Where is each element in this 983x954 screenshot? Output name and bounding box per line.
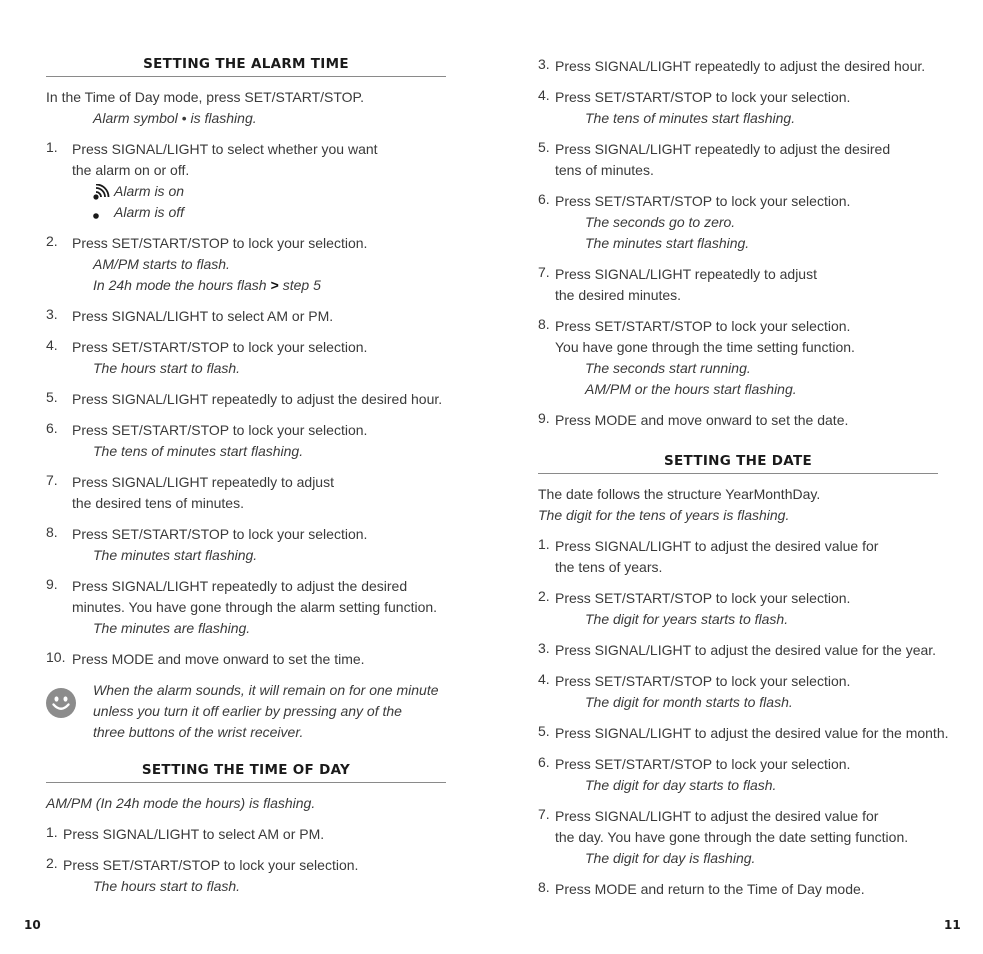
alarm-signal-icon [93, 184, 111, 200]
list-item [538, 536, 938, 578]
list-item [46, 139, 446, 223]
step-body [555, 879, 938, 900]
step-body [72, 306, 446, 327]
step-number: 5. [538, 139, 550, 155]
step-body [72, 337, 446, 379]
list-item [46, 649, 446, 670]
step-text: Press SIGNAL/LIGHT to adjust the desired value for the month. [555, 725, 949, 741]
step-text: Press SET/START/STOP to lock your selection. [555, 318, 851, 334]
note-block [46, 680, 446, 743]
step-note: AM/PM or the hours start flashing. [585, 381, 797, 397]
step-body [72, 389, 446, 410]
step-body [555, 723, 949, 744]
step-number: 9. [46, 576, 58, 592]
alarm-on-legend [72, 181, 446, 202]
step-number: 4. [46, 337, 58, 353]
step-note: The minutes start flashing. [93, 547, 258, 563]
step-text: You have gone through the time setting function. [555, 339, 855, 355]
note-line: unless you turn it off earlier by pressing any of the [93, 703, 402, 719]
step-text: the tens of years. [555, 559, 663, 575]
step-text: tens of minutes. [555, 162, 654, 178]
step-note: The digit for day starts to flash. [585, 777, 777, 793]
step-note: The tens of minutes start flashing. [93, 443, 304, 459]
step-text: the day. You have gone through the date setting function. [555, 829, 909, 845]
timeofday-intro: AM/PM (In 24h mode the hours) is flashing. [46, 795, 316, 811]
right-page [538, 56, 949, 900]
step-body [555, 139, 938, 181]
step-note: AM/PM starts to flash. [93, 256, 230, 272]
list-item [538, 87, 938, 129]
step-text: Press SET/START/STOP to lock your selection. [555, 590, 851, 606]
list-item [46, 420, 446, 462]
step-text: Press SIGNAL/LIGHT repeatedly to adjust the desired hour. [72, 391, 443, 407]
step-note: The hours start to flash. [93, 360, 241, 376]
list-item [538, 56, 938, 77]
step-text: Press SIGNAL/LIGHT to adjust the desired value for [555, 538, 879, 554]
list-item [538, 139, 938, 181]
step-number: 5. [46, 389, 58, 405]
list-item [538, 806, 938, 869]
list-item [538, 264, 938, 306]
step-text: Press SIGNAL/LIGHT to adjust the desired value for [555, 808, 879, 824]
step-text: Press SIGNAL/LIGHT repeatedly to adjust the desired [72, 578, 408, 594]
list-item [538, 723, 949, 744]
list-item [46, 337, 446, 379]
alarm-off-legend [72, 202, 446, 223]
step-number: 9. [538, 410, 550, 426]
step-note: The digit for month starts to flash. [585, 694, 793, 710]
step-body [555, 264, 938, 306]
step-number: 6. [46, 420, 58, 436]
time-steps [538, 56, 938, 431]
alarm-intro: In the Time of Day mode, press SET/START/STOP. [46, 89, 364, 105]
step-text: Press SET/START/STOP to lock your selection. [555, 89, 851, 105]
timeofday-steps [46, 824, 446, 897]
step-text: Press SIGNAL/LIGHT to select AM or PM. [72, 308, 334, 324]
step-text: Press SET/START/STOP to lock your selection. [72, 235, 368, 251]
step-number: 3. [538, 640, 550, 656]
step-body [72, 649, 446, 670]
list-item [46, 576, 446, 639]
date-intro: The date follows the structure YearMonthDay. [538, 486, 821, 502]
step-number: 7. [538, 264, 550, 280]
step-body [555, 640, 938, 661]
list-item [46, 855, 446, 897]
note-text [46, 680, 446, 743]
step-number: 8. [538, 879, 550, 895]
step-note: The seconds go to zero. [585, 214, 736, 230]
step-number: 2. [46, 855, 58, 871]
date-heading: SETTING THE DATE [538, 453, 938, 474]
list-item [538, 191, 938, 254]
step-number: 5. [538, 723, 550, 739]
alarm-on-label: Alarm is on [114, 183, 185, 199]
alarm-intro-sub: Alarm symbol • is flashing. [93, 110, 257, 126]
list-item [46, 472, 446, 514]
step-body [555, 588, 938, 630]
step-note-24h [72, 275, 446, 296]
step-body [72, 472, 446, 514]
list-item [538, 410, 938, 431]
step-text: Press MODE and move onward to set the date. [555, 412, 849, 428]
step-text: Press MODE and return to the Time of Day mode. [555, 881, 865, 897]
step-number: 7. [46, 472, 58, 488]
step-text: Press SET/START/STOP to lock your selection. [72, 526, 368, 542]
step-number: 7. [538, 806, 550, 822]
list-item [46, 306, 446, 327]
step-text: Press SET/START/STOP to lock your selection. [63, 857, 359, 873]
timeofday-heading: SETTING THE TIME OF DAY [46, 762, 446, 783]
step-text: Press MODE and move onward to set the time. [72, 651, 365, 667]
step-number: 1. [46, 139, 58, 155]
step-number: 1. [46, 824, 58, 840]
list-item [46, 824, 446, 845]
list-item [538, 671, 938, 713]
step-text: Press SET/START/STOP to lock your selection. [555, 756, 851, 772]
list-item [46, 524, 446, 566]
date-intro-sub: The digit for the tens of years is flashing. [538, 507, 790, 523]
step-number: 6. [538, 191, 550, 207]
step-body [72, 139, 446, 223]
date-steps [538, 536, 949, 900]
step-note-24h-prefix: In 24h mode the hours flash [93, 277, 267, 293]
step-body [72, 420, 446, 462]
step-text: the desired tens of minutes. [72, 495, 244, 511]
step-text: Press SIGNAL/LIGHT to select whether you want [72, 141, 378, 157]
step-text: the desired minutes. [555, 287, 682, 303]
step-number: 4. [538, 87, 550, 103]
page-number-right: 11 [944, 918, 961, 932]
step-text: Press SIGNAL/LIGHT repeatedly to adjust the desired hour. [555, 58, 926, 74]
step-note: The digit for years starts to flash. [585, 611, 789, 627]
step-text: Press SET/START/STOP to lock your selection. [555, 193, 851, 209]
step-text: Press SIGNAL/LIGHT to adjust the desired value for the year. [555, 642, 937, 658]
alarm-heading: SETTING THE ALARM TIME [46, 56, 446, 77]
step-body [72, 233, 446, 296]
step-number: 1. [538, 536, 550, 552]
step-text: Press SET/START/STOP to lock your selection. [72, 422, 368, 438]
list-item [538, 879, 938, 900]
left-page [46, 56, 446, 897]
smiley-icon [46, 688, 76, 718]
step-body [72, 576, 446, 639]
step-text: Press SET/START/STOP to lock your selection. [72, 339, 368, 355]
alarm-steps [46, 139, 446, 670]
step-number: 10. [46, 649, 66, 665]
step-body [555, 410, 938, 431]
step-number: 3. [46, 306, 58, 322]
step-body [63, 855, 446, 897]
step-note: The digit for day is flashing. [585, 850, 756, 866]
step-text: Press SIGNAL/LIGHT repeatedly to adjust [555, 266, 817, 282]
step-note: The tens of minutes start flashing. [585, 110, 796, 126]
step-text: Press SIGNAL/LIGHT repeatedly to adjust [72, 474, 334, 490]
dot-icon [93, 205, 111, 221]
step-body [555, 56, 938, 77]
arrow: > [270, 277, 279, 293]
step-text: Press SET/START/STOP to lock your selection. [555, 673, 851, 689]
list-item [538, 640, 938, 661]
step-text: minutes. You have gone through the alarm setting function. [72, 599, 438, 615]
list-item [538, 316, 938, 400]
step-number: 2. [538, 588, 550, 604]
step-number: 4. [538, 671, 550, 687]
step-body [555, 806, 938, 869]
step-note: The seconds start running. [585, 360, 751, 376]
note-line: When the alarm sounds, it will remain on for one minute [93, 682, 439, 698]
step-body [555, 87, 938, 129]
note-line: three buttons of the wrist receiver. [93, 724, 304, 740]
step-text: Press SIGNAL/LIGHT repeatedly to adjust the desired [555, 141, 891, 157]
step-number: 2. [46, 233, 58, 249]
page-number-left: 10 [24, 918, 41, 932]
step-body [555, 536, 938, 578]
step-text: Press SIGNAL/LIGHT to select AM or PM. [63, 826, 325, 842]
step-note: The hours start to flash. [93, 878, 241, 894]
step-note-24h-suffix: step 5 [282, 277, 321, 293]
step-body [72, 524, 446, 566]
step-number: 8. [538, 316, 550, 332]
step-text: the alarm on or off. [72, 162, 190, 178]
step-number: 3. [538, 56, 550, 72]
step-number: 6. [538, 754, 550, 770]
step-body [555, 191, 938, 254]
list-item [538, 754, 938, 796]
step-body [555, 671, 938, 713]
step-note: The minutes are flashing. [93, 620, 251, 636]
list-item [538, 588, 938, 630]
step-note: The minutes start flashing. [585, 235, 750, 251]
step-body [555, 316, 938, 400]
step-number: 8. [46, 524, 58, 540]
list-item [46, 233, 446, 296]
step-body [63, 824, 446, 845]
alarm-off-label: Alarm is off [114, 204, 185, 220]
list-item [46, 389, 446, 410]
step-body [555, 754, 938, 796]
